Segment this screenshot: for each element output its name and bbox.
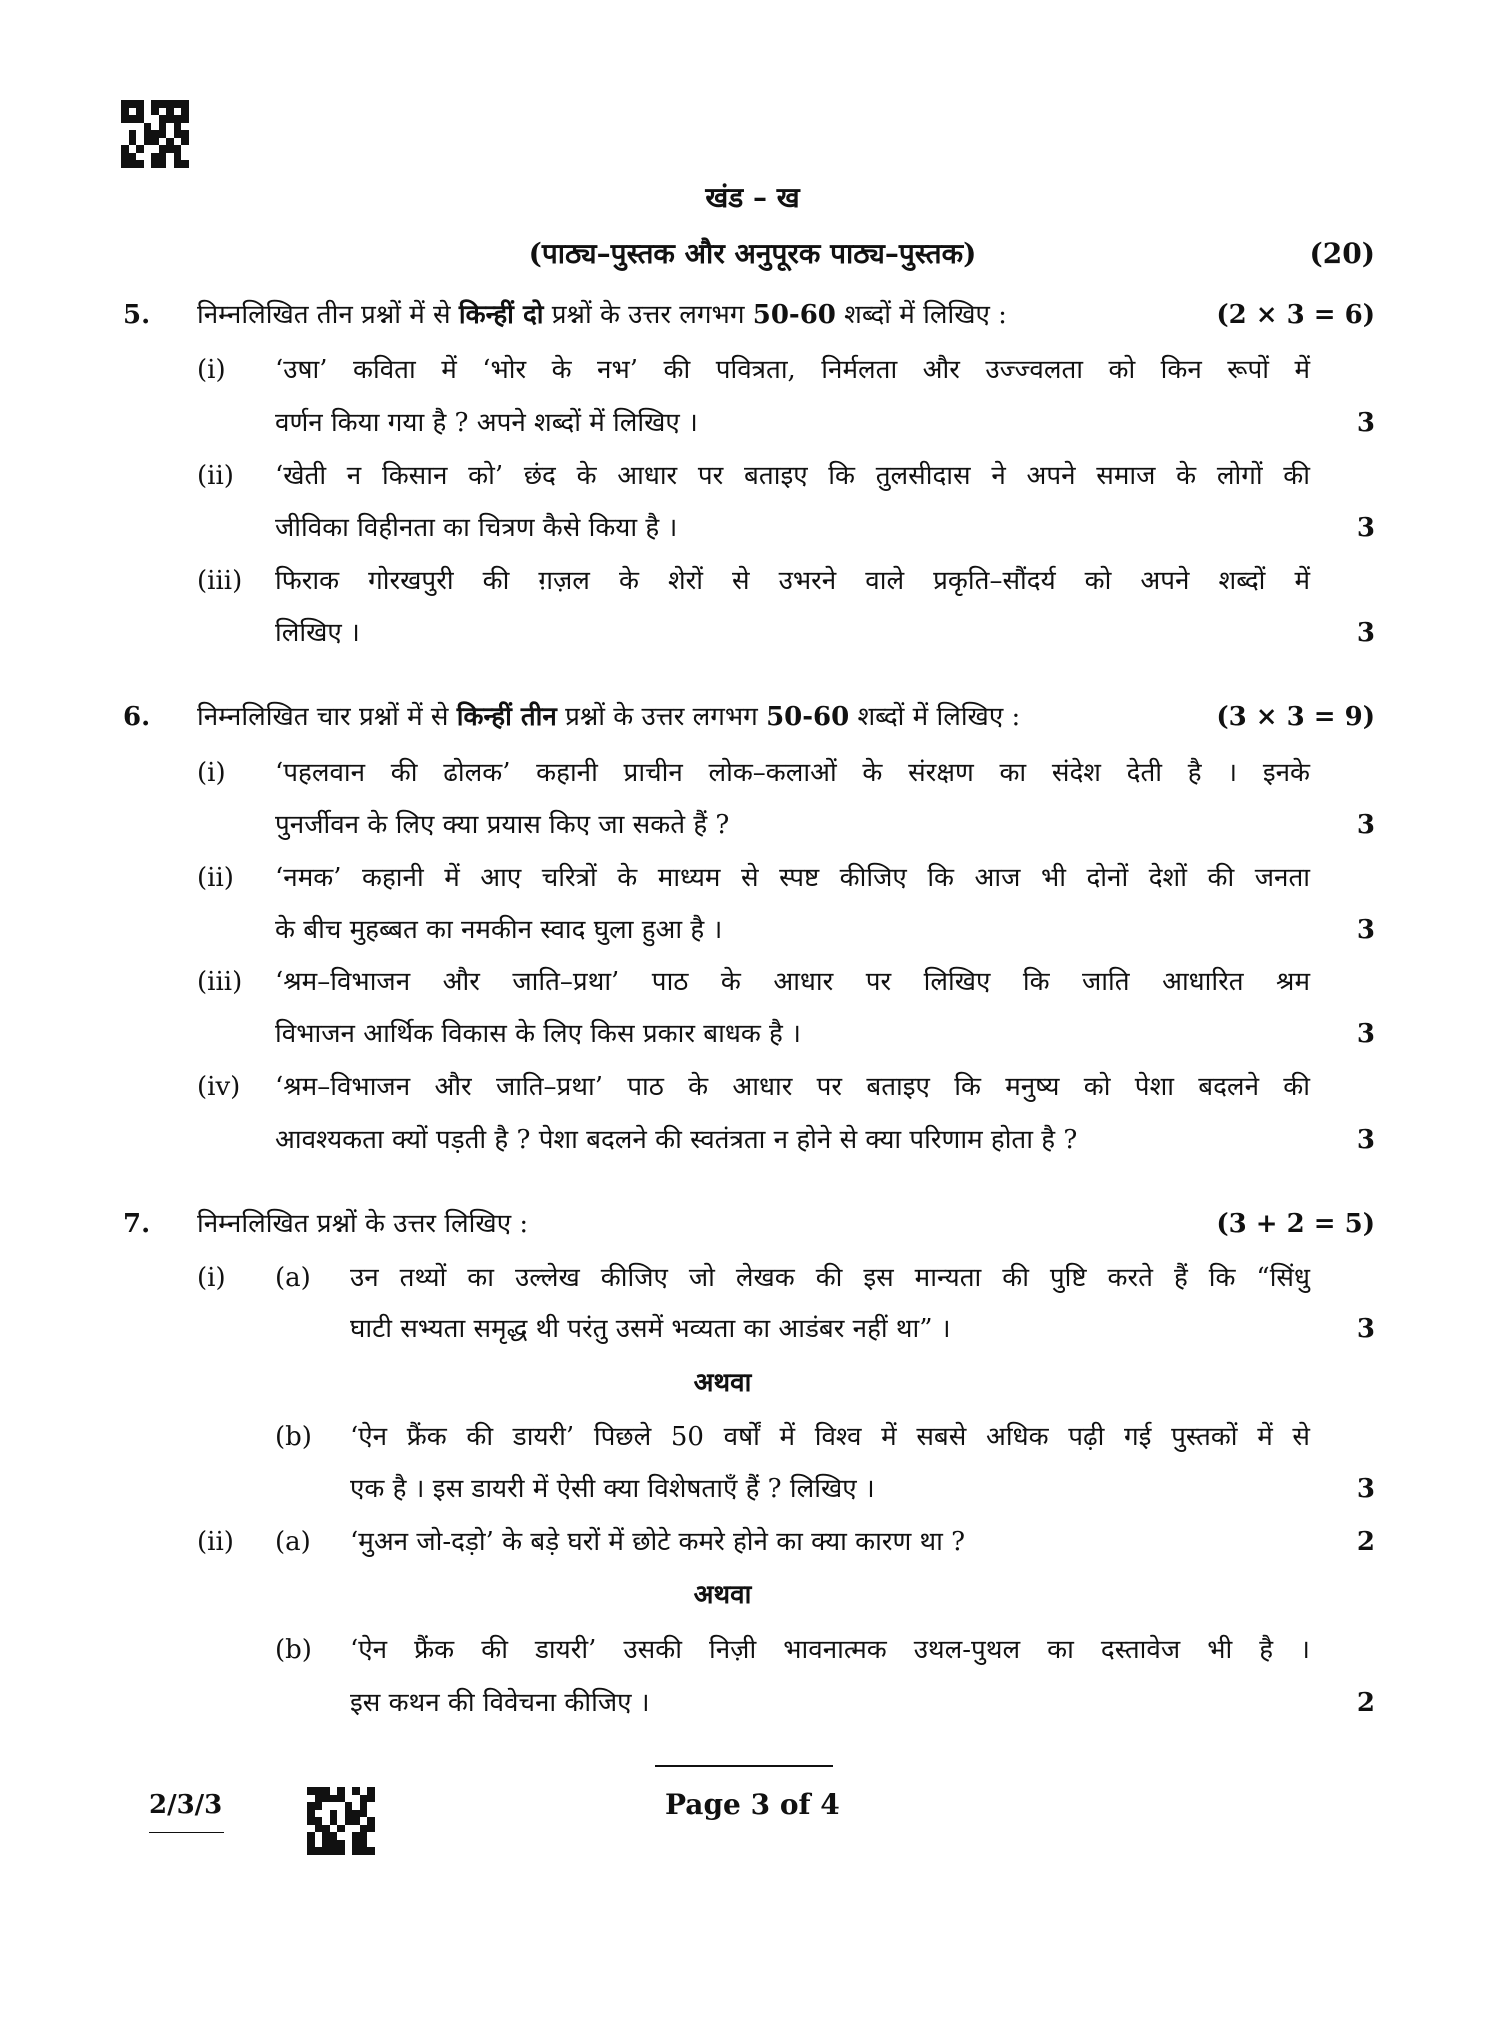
sub-item-label: (a) [275,1263,311,1293]
question-number: 6. [123,702,151,732]
question-instruction [197,699,1020,735]
item-marks: 3 [1356,1125,1375,1155]
item-label: (ii) [197,863,234,893]
item-text-line: ‘श्रम–विभाजन और जाति–प्रथा’ पाठ के आधार पर बताइए कि मनुष्य को पेशा बदलने की [275,1072,1310,1102]
item-label: (ii) [197,1527,234,1557]
question-marks: (3 + 2 = 5) [1216,1209,1375,1239]
item-text-line: लिखिए । [275,618,360,648]
item-text-line: घाटी सभ्यता समृद्ध थी परंतु उसमें भव्यता का आडंबर नहीं था” । [350,1314,951,1344]
item-marks: 2 [1356,1527,1375,1557]
question-instruction [197,297,1007,333]
item-marks: 3 [1356,1019,1375,1049]
or-divider: अथवा [693,1580,752,1610]
item-text-line: विभाजन आर्थिक विकास के लिए किस प्रकार बाधक है । [275,1019,801,1049]
question-marks: (3 × 3 = 9) [1216,702,1375,732]
question-number: 5. [123,300,151,330]
section-marks: (20) [1309,237,1375,270]
item-text-line: ‘खेती न किसान को’ छंद के आधार पर बताइए कि तुलसीदास ने अपने समाज के लोगों की [275,461,1310,491]
instruction-segment: किन्हीं दो [458,300,544,330]
instruction-segment: प्रश्नों के उत्तर लगभग [543,300,753,330]
instruction-segment: निम्नलिखित तीन प्रश्नों में से [197,300,459,330]
item-text-line: ‘ऐन फ्रैंक की डायरी’ पिछले 50 वर्षों में विश्व में सबसे अधिक पढ़ी गई पुस्तकों में से [350,1422,1310,1452]
section-title: खंड – ख [705,181,800,214]
item-text-line: फिराक गोरखपुरी की ग़ज़ल के शेरों से उभरने वाले प्रकृति–सौंदर्य को अपने शब्दों में [275,566,1310,596]
page-number: Page 3 of 4 [665,1788,840,1821]
item-marks: 2 [1356,1688,1375,1718]
end-rule [655,1765,833,1767]
item-text-line: ‘नमक’ कहानी में आए चरित्रों के माध्यम से स्पष्ट कीजिए कि आज भी दोनों देशों की जनता [275,863,1310,893]
item-marks: 3 [1356,618,1375,648]
instruction-segment: निम्नलिखित प्रश्नों के उत्तर लिखिए : [197,1209,529,1239]
item-marks: 3 [1356,915,1375,945]
section-subtitle: (पाठ्य–पुस्तक और अनुपूरक पाठ्य–पुस्तक) [528,237,977,270]
instruction-segment: शब्दों में लिखिए : [835,300,1007,330]
instruction-segment: निम्नलिखित चार प्रश्नों में से [197,702,457,732]
item-marks: 3 [1356,810,1375,840]
instruction-segment: किन्हीं तीन [456,702,557,732]
item-text-line: वर्णन किया गया है ? अपने शब्दों में लिखिए । [275,408,698,438]
item-marks: 3 [1356,1314,1375,1344]
item-text-line: जीविका विहीनता का चित्रण कैसे किया है । [275,513,678,543]
item-text-line: ‘ऐन फ्रैंक की डायरी’ उसकी निज़ी भावनात्मक उथल-पुथल का दस्तावेज भी है । [350,1635,1310,1665]
qr-code-bottom [307,1787,375,1855]
item-label: (i) [197,355,226,385]
sub-item-label: (a) [275,1527,311,1557]
item-text-line: के बीच मुहब्बत का नमकीन स्वाद घुला हुआ है । [275,915,723,945]
question-marks: (2 × 3 = 6) [1216,300,1375,330]
item-text-line: इस कथन की विवेचना कीजिए । [350,1688,650,1718]
item-text-line: एक है । इस डायरी में ऐसी क्या विशेषताएँ हैं ? लिखिए । [350,1474,875,1504]
item-text-line: पुनर्जीवन के लिए क्या प्रयास किए जा सकते हैं ? [275,810,730,840]
question-instruction [197,1206,528,1242]
item-text-line: ‘श्रम–विभाजन और जाति–प्रथा’ पाठ के आधार पर लिखिए कि जाति आधारित श्रम [275,967,1310,997]
item-text-line: आवश्यकता क्यों पड़ती है ? पेशा बदलने की स्वतंत्रता न होने से क्या परिणाम होता है ? [275,1125,1078,1155]
instruction-segment: शब्दों में लिखिए : [849,702,1021,732]
item-label: (i) [197,758,226,788]
or-divider: अथवा [693,1368,752,1398]
item-marks: 3 [1356,408,1375,438]
item-label: (iv) [197,1072,241,1102]
footer-code-underline [149,1832,224,1833]
item-marks: 3 [1356,513,1375,543]
instruction-segment: 50-60 [752,300,836,330]
sub-item-label: (b) [275,1635,312,1665]
item-label: (iii) [197,967,243,997]
footer-code: 2/3/3 [149,1790,223,1820]
item-text-line: उन तथ्यों का उल्लेख कीजिए जो लेखक की इस मान्यता की पुष्टि करते हैं कि “सिंधु [350,1263,1310,1293]
instruction-segment: प्रश्नों के उत्तर लगभग [556,702,767,732]
item-label: (ii) [197,461,234,491]
qr-code-top [121,100,189,168]
question-number: 7. [123,1209,151,1239]
item-text-line: ‘पहलवान की ढोलक’ कहानी प्राचीन लोक–कलाओं के संरक्षण का संदेश देती है । इनके [275,758,1310,788]
item-text-line: ‘उषा’ कविता में ‘भोर के नभ’ की पवित्रता, निर्मलता और उज्ज्वलता को किन रूपों में [275,355,1310,385]
item-label: (i) [197,1263,226,1293]
instruction-segment: 50-60 [766,702,850,732]
item-text-line: ‘मुअन जो-दड़ो’ के बड़े घरों में छोटे कमरे होने का क्या कारण था ? [350,1527,966,1557]
sub-item-label: (b) [275,1422,312,1452]
item-marks: 3 [1356,1474,1375,1504]
item-label: (iii) [197,566,243,596]
